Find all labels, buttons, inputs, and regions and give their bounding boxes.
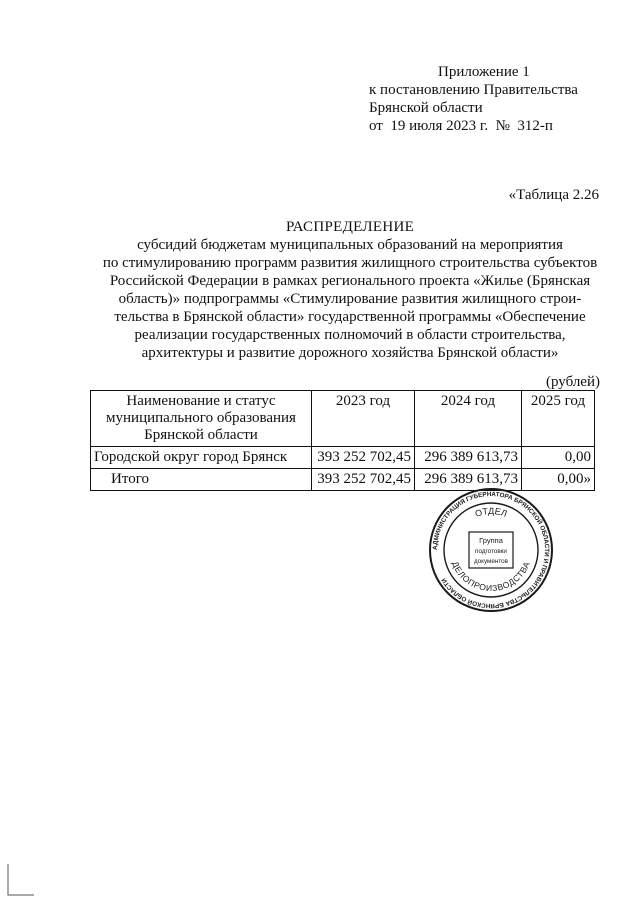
total-label: Итого bbox=[91, 469, 312, 491]
appendix-title: Приложение 1 bbox=[438, 64, 530, 80]
table-number: «Таблица 2.26 bbox=[508, 187, 599, 203]
department-stamp bbox=[428, 487, 554, 613]
total-value-2025: 0,00» bbox=[522, 469, 595, 491]
svg-text:ОТДЕЛ bbox=[474, 506, 509, 519]
table-row bbox=[91, 447, 595, 469]
currency-units: (рублей) bbox=[545, 374, 600, 390]
stamp-dept-bottom: ДЕЛОПРОИЗВОДСТВА bbox=[450, 559, 532, 594]
total-value-2024: 296 389 613,73 bbox=[415, 469, 522, 491]
heading-line-3: Российской Федерации в рамках регионального проекта «Жилье (Брянская bbox=[109, 273, 591, 289]
heading-line-2: по стимулированию программ развития жилищного строительства субъектов bbox=[102, 255, 598, 271]
distribution-table bbox=[90, 390, 595, 491]
heading-line-6: реализации государственных полномочий в области строительства, bbox=[134, 327, 566, 343]
appendix-header bbox=[369, 63, 619, 135]
appendix-date-number: от 19 июля 2023 г. № 312-п bbox=[369, 118, 553, 134]
header-2024: 2024 год bbox=[415, 391, 522, 447]
table-header-row bbox=[91, 391, 595, 447]
row-value-2025: 0,00 bbox=[522, 447, 595, 469]
stamp-center-line3: документов bbox=[473, 558, 509, 565]
row-value-2024: 296 389 613,73 bbox=[415, 447, 522, 469]
appendix-resolution-ref: к постановлению Правительства bbox=[369, 82, 578, 98]
stamp-center-line1: Группа bbox=[479, 536, 503, 545]
total-value-2023: 393 252 702,45 bbox=[312, 469, 415, 491]
appendix-region: Брянской области bbox=[369, 100, 483, 116]
row-municipality: Городской округ город Брянск bbox=[91, 447, 312, 469]
heading-line-4: область)» подпрограммы «Стимулирование развития жилищного строи- bbox=[118, 291, 582, 307]
stamp-dept-top: ОТДЕЛ bbox=[473, 505, 509, 519]
stamp-outer-text: АДМИНИСТРАЦИЯ ГУБЕРНАТОРА БРЯНСКОЙ ОБЛАСТИ И ПРАВИТЕЛЬСТВА БРЯНСКОЙ ОБЛАСТИ bbox=[431, 490, 551, 610]
header-2025: 2025 год bbox=[522, 391, 595, 447]
row-value-2023: 393 252 702,45 bbox=[312, 447, 415, 469]
heading-line-1: субсидий бюджетам муниципальных образований на мероприятия bbox=[137, 237, 563, 253]
document-heading bbox=[86, 218, 614, 362]
stamp-graphic bbox=[428, 487, 554, 613]
heading-line-5: тельства в Брянской области» государственной программы «Обеспечение bbox=[114, 309, 586, 325]
stamp-center-line2: подготовки bbox=[475, 548, 507, 555]
header-2023: 2023 год bbox=[312, 391, 415, 447]
heading-line-7: архитектуры и развитие дорожного хозяйства Брянской области» bbox=[141, 345, 559, 361]
scan-corner-mark bbox=[6, 862, 36, 898]
header-name: Наименование и статус муниципального образования Брянской области bbox=[91, 391, 312, 447]
heading-title: РАСПРЕДЕЛЕНИЕ bbox=[285, 219, 415, 235]
